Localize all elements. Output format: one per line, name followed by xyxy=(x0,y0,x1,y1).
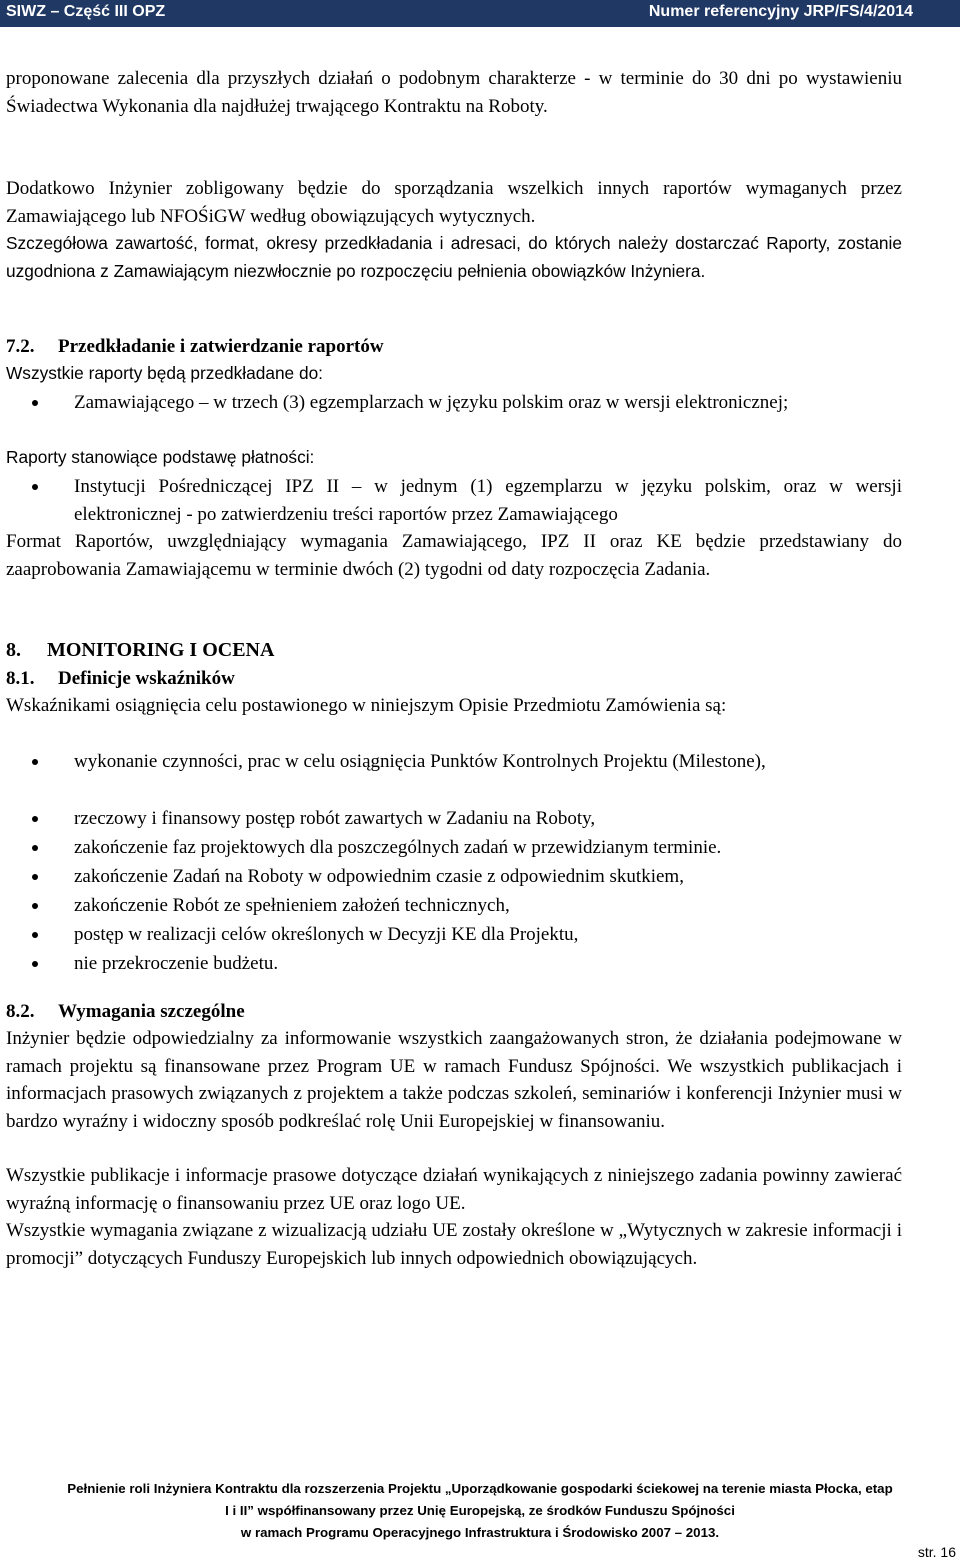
bullet-icon xyxy=(32,484,38,490)
paragraph-final-report: proponowane zalecenia dla przyszłych działań o podobnym charakterze - w terminie do 30 dni po wystawieniu Świadectwa Wykonania dla najdłużej trwającego Kontraktu na Roboty. xyxy=(6,68,902,117)
list-item-text: rzeczowy i finansowy postęp robót zawartych w Zadaniu na Roboty, xyxy=(74,808,596,829)
list-item-text: zakończenie Robót ze spełnieniem założeń technicznych, xyxy=(74,895,510,916)
list-item-text: postęp w realizacji celów określonych w Decyzji KE dla Projektu, xyxy=(74,924,579,945)
list-item xyxy=(74,805,902,833)
footer-line: w ramach Programu Operacyjnego Infrastruktura i Środowisko 2007 – 2013. xyxy=(240,1525,720,1540)
section-number: 8.2. xyxy=(6,1001,35,1022)
list-item xyxy=(74,921,902,949)
section-title: Wymagania szczególne xyxy=(58,1001,245,1022)
section-heading-8 xyxy=(6,637,902,665)
paragraph-reports-submitted: Wszystkie raporty będą przedkładane do: xyxy=(6,363,323,383)
list-item xyxy=(74,473,902,528)
bullet-icon xyxy=(32,932,38,938)
paragraph-additional-reports: Dodatkowo Inżynier zobligowany będzie do sporządzania wszelkich innych raportów wymaganych przez Zamawiającego lub NFOŚiGW według obowiązujących wytycznych. xyxy=(6,178,902,227)
bullet-icon xyxy=(32,759,38,765)
section-number: 8. xyxy=(6,639,21,661)
bullet-icon xyxy=(32,816,38,822)
bullet-icon xyxy=(32,903,38,909)
section-number: 8.1. xyxy=(6,668,35,689)
section-title: Definicje wskaźników xyxy=(58,668,235,689)
list-item xyxy=(74,950,902,978)
bullet-icon xyxy=(32,874,38,880)
list-item-text: zakończenie Zadań na Roboty w odpowiednim czasie z odpowiednim skutkiem, xyxy=(74,866,684,887)
section-number: 7.2. xyxy=(6,336,35,357)
footer-line: Pełnienie roli Inżyniera Kontraktu dla rozszerzenia Projektu „Uporządkowanie gospodarki ściekowej na terenie miasta Płocka, etap xyxy=(67,1481,893,1496)
paragraph-engineer-duties: Inżynier będzie odpowiedzialny za informowanie wszystkich zaangażowanych stron, że działania podejmowane w ramach projektu są finansowane przez Program UE w ramach Fundusz Spójności. We wszystkich publikacjach i informacjach prasowych związanych z projektem a także podczas szkoleń, seminariów i konferencji Inżynier musi w bardzo wyraźny i widoczny sposób podkreślać rolę Unii Europejskiej w finansowaniu. xyxy=(6,1028,902,1132)
list-item xyxy=(74,863,902,891)
section-heading-8-1 xyxy=(6,665,902,693)
list-item-text: nie przekroczenie budżetu. xyxy=(74,953,279,974)
footer-line: I i II” współfinansowany przez Unię Europejską, ze środków Funduszu Spójności xyxy=(225,1503,735,1518)
list-item xyxy=(74,389,902,417)
section-heading-8-2 xyxy=(6,998,902,1026)
paragraph-report-format: Format Raportów, uwzględniający wymagania Zamawiającego, IPZ II oraz KE będzie przedstawiany do zaaprobowania Zamawiającemu w terminie dwóch (2) tygodni od daty rozpoczęcia Zadania. xyxy=(6,531,902,580)
section-title: Przedkładanie i zatwierdzanie raportów xyxy=(58,336,384,357)
list-item xyxy=(74,892,902,920)
bullet-icon xyxy=(32,400,38,406)
header-reference-number: Numer referencyjny JRP/FS/4/2014 xyxy=(648,3,913,20)
page-number: str. 16 xyxy=(917,1544,956,1560)
list-item xyxy=(74,834,902,862)
section-heading-7-2 xyxy=(6,333,902,361)
list-item-text: wykonanie czynności, prac w celu osiągnięcia Punktów Kontrolnych Projektu (Milestone), xyxy=(74,751,766,772)
list-item-text: Zamawiającego – w trzech (3) egzemplarzach w języku polskim oraz w wersji elektronicznej; xyxy=(74,392,789,413)
paragraph-publications: Wszystkie publikacje i informacje prasowe dotyczące działań wynikających z niniejszego zadania powinny zawierać wyraźną informację o finansowaniu przez UE oraz logo UE. xyxy=(6,1165,902,1214)
section-title: MONITORING I OCENA xyxy=(47,639,275,661)
paragraph-report-details: Szczegółowa zawartość, format, okresy przedkładania i adresaci, do których należy dostarczać Raporty, zostanie uzgodniona z Zamawiającym niezwłocznie po rozpoczęciu pełnienia obowiązków Inżyniera. xyxy=(6,233,902,281)
paragraph-indicators-intro: Wskaźnikami osiągnięcia celu postawionego w niniejszym Opisie Przedmiotu Zamówienia są: xyxy=(6,695,727,716)
page-footer xyxy=(0,1478,960,1544)
header-document-title: SIWZ – Część III OPZ xyxy=(6,3,166,20)
list-item-text: zakończenie faz projektowych dla poszczególnych zadań w przewidzianym terminie. xyxy=(74,837,722,858)
list-item xyxy=(74,748,902,776)
bullet-icon xyxy=(32,961,38,967)
page-header xyxy=(0,0,960,27)
list-item-text: Instytucji Pośredniczącej IPZ II – w jednym (1) egzemplarzu w języku polskim, oraz w wersji elektronicznej - po zatwierdzeniu treści raportów przez Zamawiającego xyxy=(74,476,902,525)
paragraph-payment-reports: Raporty stanowiące podstawę płatności: xyxy=(6,447,315,467)
paragraph-visualization: Wszystkie wymagania związane z wizualizacją udziału UE zostały określone w „Wytycznych w zakresie informacji i promocji” dotyczących Funduszy Europejskich lub innych odpowiednich obowiązujących. xyxy=(6,1220,902,1269)
bullet-icon xyxy=(32,845,38,851)
